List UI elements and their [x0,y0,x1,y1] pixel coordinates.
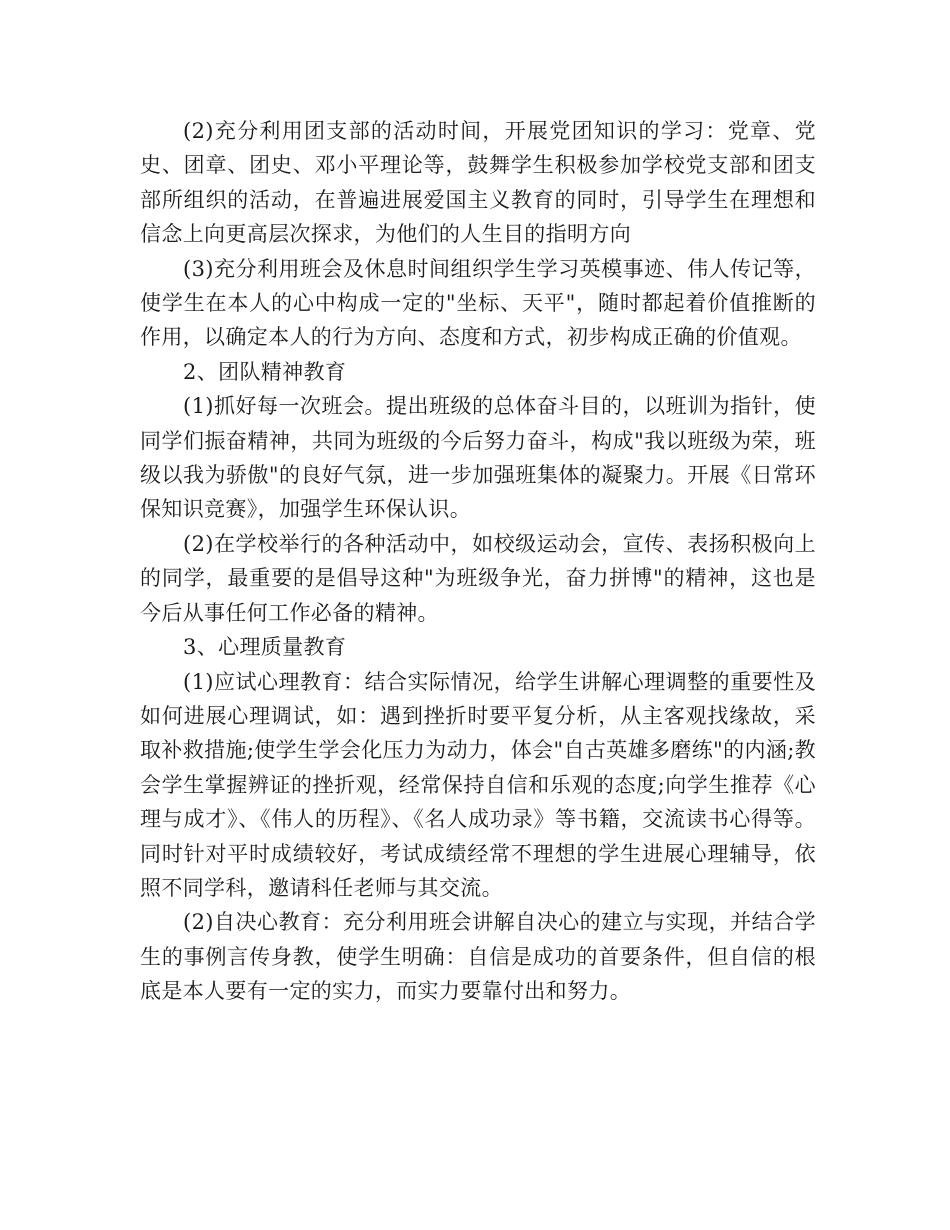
paragraph-exam-psychology: (1)应试心理教育：结合实际情况，给学生讲解心理调整的重要性及如何进展心理调试，如：遇到挫折时要平复分析，从主客观找缘故，采取补救措施;使学生学会化压力为动力，体会"自古英雄多磨练"的内涵;教会学生掌握辨证的挫折观，经常保持自信和乐观的态度;向学生推荐《心理与成才》、《伟人的历程》、《名人成功录》等书籍，交流读书心得等。同时针对平时成绩较好，考试成绩经常不理想的学生进展心理辅导，依照不同学科，邀请科任老师与其交流。 [140,669,816,900]
document-body [140,114,816,1009]
paragraph-class-meetings: (1)抓好每一次班会。提出班级的总体奋斗目的，以班训为指针，使同学们振奋精神，共同为班级的今后努力奋斗，构成"我以班级为荣，班级以我为骄傲"的良好气氛，进一步加强班集体的凝聚力。开展《日常环保知识竞赛》，加强学生环保认识。 [140,394,816,522]
paragraph-role-models: (3)充分利用班会及休息时间组织学生学习英模事迹、伟人传记等，使学生在本人的心中构成一定的"坐标、天平"，随时都起着价值推断的作用，以确定本人的行为方向、态度和方式，初步构成正确的价值观。 [140,256,816,350]
paragraph-confidence: (2)自决心教育：充分利用班会讲解自决心的建立与实现，并结合学生的事例言传身教，使学生明确：自信是成功的首要条件，但自信的根底是本人要有一定的实力，而实力要靠付出和努力。 [140,910,816,1004]
paragraph-school-activities: (2)在学校举行的各种活动中，如校级运动会，宣传、表扬积极向上的同学，最重要的是倡导这种"为班级争光，奋力拼博"的精神，这也是今后从事任何工作必备的精神。 [140,531,816,625]
section-heading-team-spirit: 2、团队精神教育 [183,359,347,384]
paragraph-party-league-study: (2)充分利用团支部的活动时间，开展党团知识的学习：党章、党史、团章、团史、邓小平理论等，鼓舞学生积极参加学校党支部和团支部所组织的活动，在普遍进展爱国主义教育的同时，引导学生在理想和信念上向更高层次探求，为他们的人生目的指明方向 [140,119,816,247]
section-heading-psychology: 3、心理质量教育 [183,635,347,660]
